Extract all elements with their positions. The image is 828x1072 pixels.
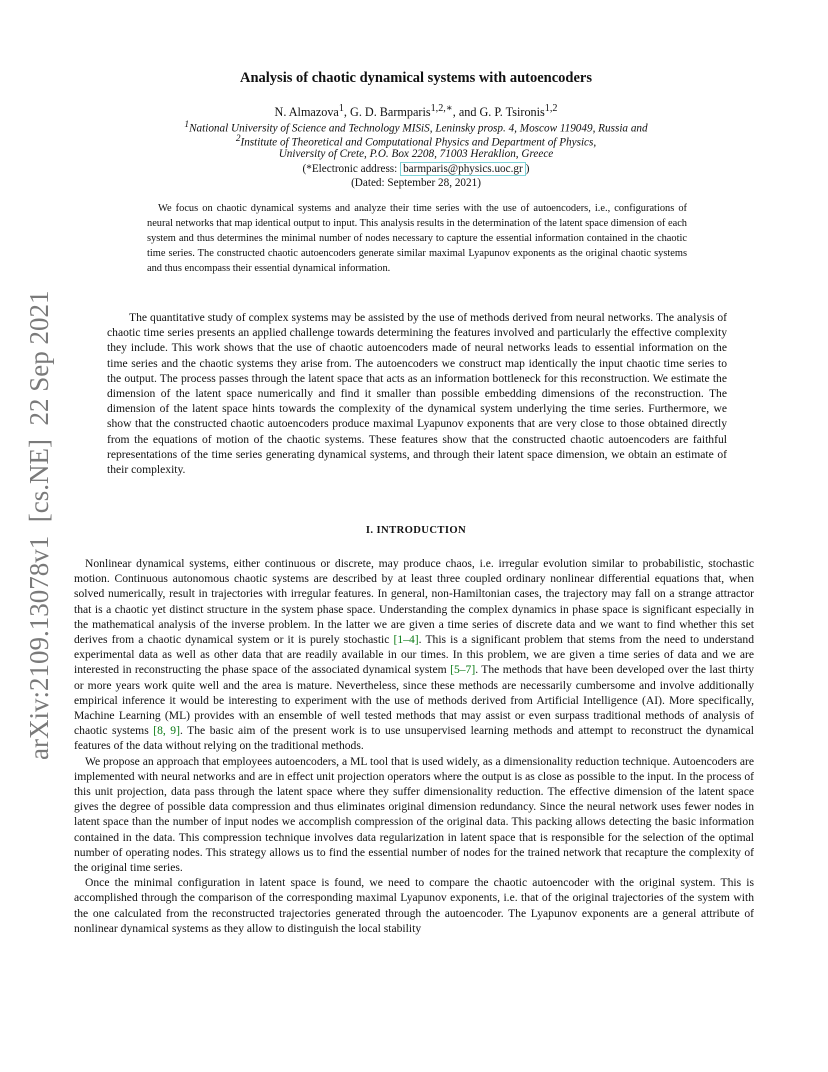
email-suffix: )	[525, 163, 530, 175]
paper-title: Analysis of chaotic dynamical systems with autoencoders	[239, 70, 593, 86]
arxiv-identifier-text: arXiv:2109.13078v1 [cs.NE] 22 Sep 2021	[24, 290, 54, 760]
affiliation-text: National University of Science and Technology MISiS, Leninsky prosp. 4, Moscow 119049, Russia and	[189, 122, 648, 135]
text-run: . The methods that have been developed over the last thirty or more years work quite well and the area is mature. Nevertheless, since these methods are necessarily cumbersome and involve additionally empirical inference it would be interesting to experiment with the use of methods derived from Artificial Intelligence (AI). More specifically, Machine Learning (ML) provides with an ensemble of well tested methods that may assist or even surpass traditional methods of analysis of chaotic systems	[74, 663, 754, 738]
author-affiliation-marker: 1,2	[544, 103, 558, 114]
affiliation-text: Institute of Theoretical and Computational Physics and Department of Physics,	[240, 136, 597, 149]
introduction-body	[74, 556, 754, 936]
intro-paragraph-3: Once the minimal configuration in latent space is found, we need to compare the chaotic autoencoder with the original system. This is accomplished through the comparison of the corresponding maximal Lyapunov exponents, i.e. that of the original trajectories of the system with the one calculated from the reconstructed trajectories generated through the autoencoder. The Lyapunov exponents are a general attribute of nonlinear dynamical systems as they allow to distinguish the local stability	[74, 876, 754, 935]
author-affiliation-marker: 1	[338, 103, 344, 114]
affiliation-marker: 1	[184, 120, 190, 130]
intro-paragraph-1	[74, 556, 754, 754]
citation-link[interactable]: [1–4]	[393, 633, 419, 647]
text-run: . The basic aim of the present work is to use unsupervised learning methods and attempt to reconstruct the dynamical features of the data without relying on the traditional methods.	[74, 724, 754, 753]
author-separator: ,	[343, 105, 351, 120]
author-name: G. P. Tsironis	[479, 105, 545, 120]
email-prefix: (*Electronic address:	[302, 163, 401, 175]
citation-link[interactable]: [8, 9]	[153, 724, 180, 738]
lede-paragraph: The quantitative study of complex systems may be assisted by the use of methods derived from neural networks. The analysis of chaotic time series presents an applied challenge towards determining the features involved and particularly the effective complexity they include. This work shows that the use of chaotic autoencoders made of neural networks leads to essential information on the time series and the chaotic systems they arise from. The autoencoders we construct map identically the input chaotic time series to the output. The process passes through the latent space that acts as an information bottleneck for this reconstruction. We estimate the dimension of the latent space numerically and find it smaller than possible embedding dimensions of the reconstruction. The dimension of the latent space hints towards the complexity of the dynamical system underlying the time series. Furthermore, we show that the constructed chaotic autoencoders produce maximal Lyapunov exponents that are very close to those obtained directly from the equations of motion of the chaotic systems. These features show that the constructed chaotic autoencoders are faithful representations of the time series generating dynamical systems, and through their latent space dimension, we obtain an estimate of their complexity.	[107, 311, 727, 477]
abstract: We focus on chaotic dynamical systems and analyze their time series with the use of autoencoders, i.e., configurations of neural networks that map identical output to input. This analysis results in the determination of the latent space dimension of each system and thus determines the minimal number of nodes necessary to capture the essential information contained in the chaotic time series. The constructed chaotic autoencoders generate similar maximal Lyapunov exponents as the original chaotic systems and thus encompass their essential dynamical information.	[147, 203, 687, 274]
author-name: N. Almazova	[274, 105, 339, 120]
affiliation-1	[100, 120, 732, 135]
author-affiliation-marker: 1,2,∗	[430, 103, 453, 114]
section-heading-introduction: I. INTRODUCTION	[365, 525, 467, 536]
affiliation-marker: 2	[235, 134, 241, 144]
arxiv-identifier-stamp	[12, 290, 62, 760]
email-link[interactable]: barmparis@physics.uoc.gr	[400, 162, 526, 176]
author-separator: , and	[452, 105, 480, 120]
author-name: G. D. Barmparis	[350, 105, 431, 120]
author-list	[100, 103, 732, 120]
text-run: Nonlinear dynamical systems, either continuous or discrete, may produce chaos, i.e. irregular evolution similar to probabilistic, stochastic motion. Continuous autonomous chaotic systems are described by at least three coupled ordinary nonlinear differential equations that, when solved numerically, result in trajectories with irregular features. In general, non-Hamiltonian cases, the trajectory may fall on a strange attractor that is a chaotic yet distinct structure in the system phase space. Understanding the complex dynamics in phase space is significant especially in the mathematical analysis of the inverse problem. In the latter we are given a time series of discrete data and we want to find whether this set derives from a chaotic dynamical system or it is purely stochastic	[74, 557, 754, 647]
citation-link[interactable]: [5–7]	[450, 663, 476, 677]
affiliation-2-continued: University of Crete, P.O. Box 2208, 71003 Heraklion, Greece	[278, 148, 554, 160]
affiliation-2	[100, 134, 732, 149]
text-run: . This is a significant problem that stems from the need to understand experimental data as well as other data that are readily available in our times. In this problem, we are given a time series of data and we are interested in reconstructing the phase space of the associated dynamical system	[74, 633, 754, 677]
corresponding-email	[100, 163, 732, 175]
intro-paragraph-2: We propose an approach that employees autoencoders, a ML tool that is used widely, as a dimensionality reduction technique. Autoencoders are implemented with neural networks and are in effect unit projection operators where the output is as close as possible to the input. In the process of this unit projection, data pass through the latent space where they suffer dimensionality reduction. The effective dimension of the latent space gives the degree of possible data compression and thus eliminates original dimension redundancy. Since the neural network uses fewer nodes in latent space than the number of input nodes we accomplish compression of the original data. This packing allows detecting the basic information contained in the data. This compression technique involves data regularization in latent space that is responsible for the selection of the optimal number of operating nodes. This strategy allows us to find the essential number of nodes for the trained network that recapture the complexity of the original time series.	[74, 754, 754, 875]
date-line: (Dated: September 28, 2021)	[351, 177, 481, 189]
